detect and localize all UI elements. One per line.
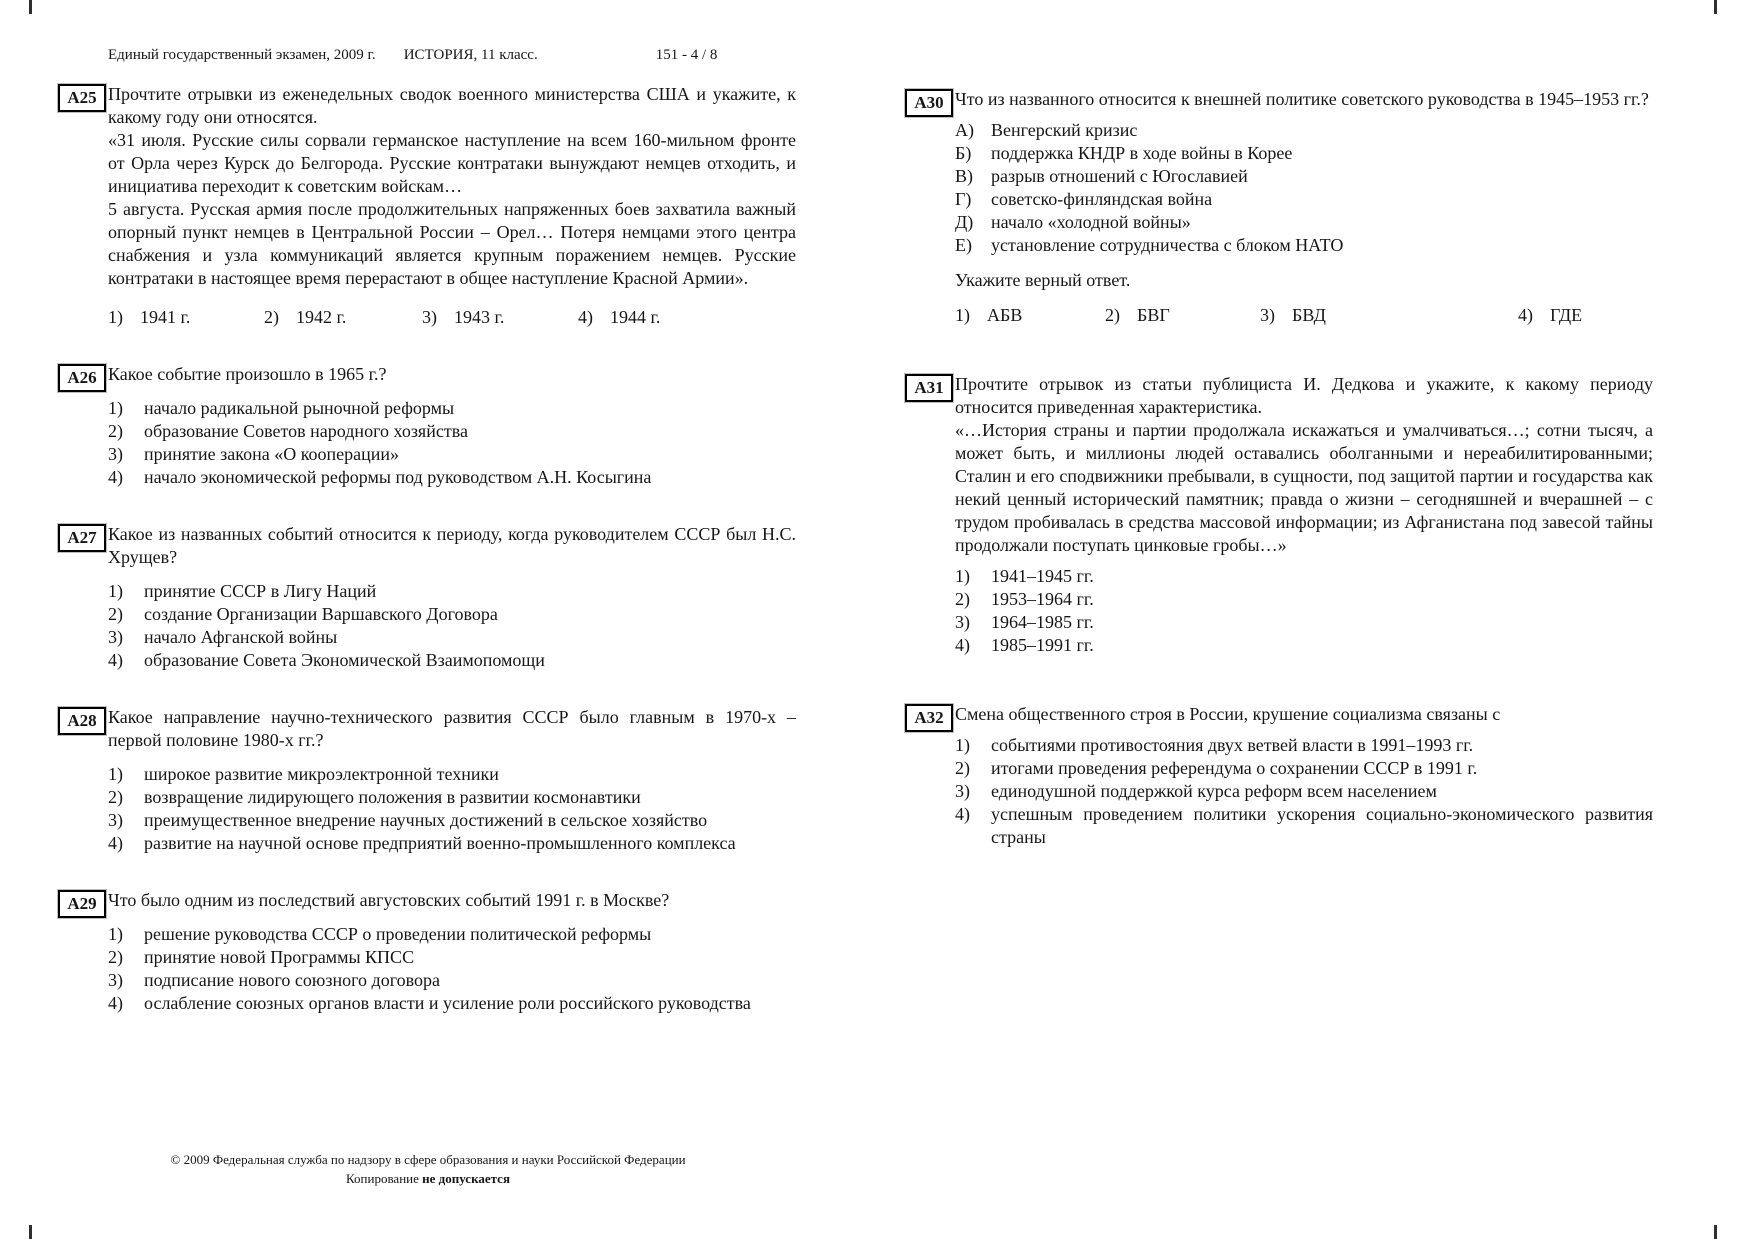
option-item bbox=[955, 119, 1653, 142]
option-item bbox=[108, 946, 796, 969]
option-text: событиями противостояния двух ветвей власти в 1991–1993 гг. bbox=[991, 735, 1474, 755]
option-text: ГДЕ bbox=[1550, 305, 1583, 325]
option-number: 1) bbox=[108, 581, 123, 601]
option-number: 2) bbox=[108, 604, 123, 624]
option-number: Е) bbox=[955, 235, 972, 255]
option-number: 2) bbox=[955, 589, 970, 609]
option-item bbox=[108, 420, 796, 443]
options-list bbox=[108, 580, 796, 672]
copy-notice-bold: не допускается bbox=[422, 1171, 510, 1186]
left-questions-container bbox=[58, 83, 798, 1015]
question-badge: А25 bbox=[58, 84, 106, 112]
option-number: 3) bbox=[108, 970, 123, 990]
copy-notice-prefix: Копирование bbox=[346, 1171, 423, 1186]
option-number: 2) bbox=[108, 421, 123, 441]
option-text: подписание нового союзного договора bbox=[144, 970, 441, 990]
question-body bbox=[108, 363, 798, 489]
question-stem: Какое направление научно-технического развития СССР было главным в 1970-х – первой половине 1980-х гг.? bbox=[108, 707, 796, 750]
option-number: 3) bbox=[108, 810, 123, 830]
option-text: ослабление союзных органов власти и усиление роли российского руководства bbox=[144, 993, 751, 1013]
question-body bbox=[955, 88, 1655, 327]
option-number: Г) bbox=[955, 189, 972, 209]
option-text: советско-финляндская война bbox=[991, 189, 1213, 209]
option-text: итогами проведения референдума о сохранении СССР в 1991 г. bbox=[991, 758, 1478, 778]
option-number: 1) bbox=[955, 735, 970, 755]
question-body bbox=[108, 889, 798, 1015]
option-item bbox=[1260, 304, 1518, 327]
option-item bbox=[108, 306, 264, 329]
question-paragraph: 5 августа. Русская армия после продолжительных напряженных боев захватила важный опорный пункт немцев в Центральной России – Орел… Потеря немцами этого центра снабжения и узла коммуникаций является крупным поражением немцев. Русские контратаки в настоящее время перерастают в общее наступление Красной Армии». bbox=[108, 199, 796, 288]
option-number: А) bbox=[955, 120, 974, 140]
option-item bbox=[108, 443, 796, 466]
question-badge: А31 bbox=[905, 374, 953, 402]
right-column bbox=[905, 88, 1655, 895]
option-number: 2) bbox=[108, 947, 123, 967]
option-item bbox=[1518, 304, 1653, 327]
option-number: 3) bbox=[955, 781, 970, 801]
crop-mark-bottom-right bbox=[1714, 1225, 1717, 1239]
question-stem: Смена общественного строя в России, крушение социализма связаны с bbox=[955, 704, 1501, 724]
option-number: В) bbox=[955, 166, 973, 186]
option-text: 1944 г. bbox=[610, 307, 661, 327]
option-item bbox=[108, 763, 796, 786]
option-text: единодушной поддержкой курса реформ всем населением bbox=[991, 781, 1437, 801]
option-number: 3) bbox=[1260, 305, 1275, 325]
option-item bbox=[1105, 304, 1260, 327]
question-stem: Какое событие произошло в 1965 г.? bbox=[108, 364, 387, 384]
option-item bbox=[108, 626, 796, 649]
option-number: 4) bbox=[108, 650, 123, 670]
option-text: успешным проведением политики ускорения социально-экономического развития страны bbox=[991, 804, 1653, 847]
option-text: развитие на научной основе предприятий военно-промышленного комплекса bbox=[144, 833, 736, 853]
question-A28 bbox=[58, 706, 798, 855]
question-body bbox=[955, 373, 1655, 657]
question-badge: А29 bbox=[58, 890, 106, 918]
question-A27 bbox=[58, 523, 798, 672]
option-item bbox=[578, 306, 796, 329]
option-item bbox=[955, 634, 1653, 657]
question-body bbox=[955, 703, 1655, 849]
question-body bbox=[108, 83, 798, 329]
question-A25 bbox=[58, 83, 798, 329]
option-text: преимущественное внедрение научных достижений в сельское хозяйство bbox=[144, 810, 708, 830]
option-number: 1) bbox=[108, 307, 123, 327]
question-body bbox=[108, 523, 798, 672]
question-A31 bbox=[905, 373, 1655, 657]
option-number: 4) bbox=[1518, 305, 1533, 325]
left-column bbox=[58, 46, 798, 1049]
option-text: возвращение лидирующего положения в развитии космонавтики bbox=[144, 787, 641, 807]
option-text: АБВ bbox=[987, 305, 1023, 325]
option-item bbox=[955, 142, 1653, 165]
question-A26 bbox=[58, 363, 798, 489]
option-text: начало экономической реформы под руководством А.Н. Косыгина bbox=[144, 467, 652, 487]
options-list bbox=[955, 565, 1653, 657]
option-text: 1964–1985 гг. bbox=[991, 612, 1094, 632]
crop-mark-bottom-left bbox=[29, 1225, 32, 1239]
exam-title: Единый государственный экзамен, 2009 г. bbox=[108, 47, 376, 63]
option-text: БВД bbox=[1292, 305, 1326, 325]
option-text: 1941–1945 гг. bbox=[991, 566, 1094, 586]
option-number: 4) bbox=[955, 804, 970, 824]
options-list bbox=[955, 119, 1653, 257]
option-text: 1985–1991 гг. bbox=[991, 635, 1094, 655]
option-number: 4) bbox=[108, 993, 123, 1013]
option-item bbox=[108, 580, 796, 603]
copyright-line: © 2009 Федеральная служба по надзору в сфере образования и науки Российской Федерации bbox=[170, 1152, 686, 1167]
option-text: образование Совета Экономической Взаимопомощи bbox=[144, 650, 545, 670]
option-number: 4) bbox=[108, 833, 123, 853]
options-list bbox=[955, 734, 1653, 849]
option-number: 1) bbox=[955, 305, 970, 325]
option-number: Б) bbox=[955, 143, 972, 163]
question-paragraph: «…История страны и партии продолжала искажаться и умалчиваться…; сотни тысяч, а может быть, и миллионы людей оставались оболганными и нереабилитированными; Сталин и его сподвижники пребывали, в сущности, под защитой партии и государства как некий ценный исторический памятник; правда о жизни – сегодняшней и вчерашней – с трудом пробивалась в средства массовой информации; из Афганистана под завесой тайны продолжали поступать цинковые гробы…» bbox=[955, 420, 1653, 555]
option-text: принятие СССР в Лигу Наций bbox=[144, 581, 377, 601]
option-number: 4) bbox=[955, 635, 970, 655]
question-paragraph: «31 июля. Русские силы сорвали германское наступление на всем 160-мильном фронте от Орла через Курск до Белгорода. Русские контратаки вынуждают немцев отходить, и инициатива переходит к советским войскам… bbox=[108, 130, 796, 196]
option-item bbox=[108, 832, 796, 855]
option-item bbox=[955, 165, 1653, 188]
option-number: 1) bbox=[955, 566, 970, 586]
option-number: 4) bbox=[578, 307, 593, 327]
page-number: 151 - 4 / 8 bbox=[655, 47, 718, 63]
option-item bbox=[108, 969, 796, 992]
option-number: 2) bbox=[1105, 305, 1120, 325]
option-item bbox=[955, 234, 1653, 257]
option-text: 1941 г. bbox=[140, 307, 191, 327]
question-body bbox=[108, 706, 798, 855]
option-number: 3) bbox=[422, 307, 437, 327]
option-text: 1953–1964 гг. bbox=[991, 589, 1094, 609]
option-item bbox=[108, 397, 796, 420]
option-number: 1) bbox=[108, 924, 123, 944]
option-item bbox=[422, 306, 578, 329]
option-text: 1943 г. bbox=[454, 307, 505, 327]
option-item bbox=[108, 649, 796, 672]
option-item bbox=[955, 304, 1105, 327]
option-item bbox=[108, 603, 796, 626]
option-item bbox=[108, 809, 796, 832]
option-item bbox=[108, 992, 796, 1015]
option-text: разрыв отношений с Югославией bbox=[991, 166, 1248, 186]
option-item bbox=[955, 757, 1653, 780]
question-A29 bbox=[58, 889, 798, 1015]
option-text: БВГ bbox=[1137, 305, 1170, 325]
question-A30 bbox=[905, 88, 1655, 327]
option-item bbox=[264, 306, 422, 329]
question-badge: А28 bbox=[58, 707, 106, 735]
right-questions-container bbox=[905, 88, 1655, 849]
question-stem: Что из названного относится к внешней политике советского руководства в 1945–1953 гг.? bbox=[955, 89, 1649, 109]
option-number: 2) bbox=[108, 787, 123, 807]
copy-notice bbox=[58, 1169, 798, 1188]
question-stem: Какое из названных событий относится к периоду, когда руководителем СССР был Н.С. Хрущев? bbox=[108, 524, 796, 567]
option-number: 2) bbox=[955, 758, 970, 778]
question-stem: Что было одним из последствий августовских событий 1991 г. в Москве? bbox=[108, 890, 670, 910]
options-list bbox=[108, 923, 796, 1015]
option-number: 1) bbox=[108, 398, 123, 418]
question-badge: А30 bbox=[905, 89, 953, 117]
answer-options-row bbox=[108, 306, 796, 329]
options-list bbox=[108, 397, 796, 489]
question-badge: А26 bbox=[58, 364, 106, 392]
subject-title: ИСТОРИЯ, 11 класс. bbox=[403, 47, 538, 63]
instruction-text: Укажите верный ответ. bbox=[955, 270, 1131, 290]
option-text: 1942 г. bbox=[296, 307, 347, 327]
option-text: широкое развитие микроэлектронной техники bbox=[144, 764, 499, 784]
question-stem: Прочтите отрывок из статьи публициста И. Дедкова и укажите, к какому периоду относится приведенная характеристика. bbox=[955, 374, 1653, 417]
option-number: 2) bbox=[264, 307, 279, 327]
option-item bbox=[955, 188, 1653, 211]
option-number: 3) bbox=[955, 612, 970, 632]
option-text: поддержка КНДР в ходе войны в Корее bbox=[991, 143, 1293, 163]
option-item bbox=[955, 588, 1653, 611]
option-item bbox=[955, 565, 1653, 588]
option-item bbox=[108, 786, 796, 809]
page-header bbox=[108, 46, 798, 64]
option-text: создание Организации Варшавского Договора bbox=[144, 604, 498, 624]
option-text: решение руководства СССР о проведении политической реформы bbox=[144, 924, 652, 944]
option-number: 3) bbox=[108, 627, 123, 647]
option-item bbox=[108, 466, 796, 489]
option-text: Венгерский кризис bbox=[991, 120, 1138, 140]
option-text: начало «холодной войны» bbox=[991, 212, 1191, 232]
options-list bbox=[108, 763, 796, 855]
option-text: принятие новой Программы КПСС bbox=[144, 947, 415, 967]
question-A32 bbox=[905, 703, 1655, 849]
option-text: начало Афганской войны bbox=[144, 627, 338, 647]
option-item bbox=[955, 734, 1653, 757]
page-footer bbox=[58, 1150, 798, 1188]
crop-mark-top-right bbox=[1714, 0, 1717, 14]
option-text: установление сотрудничества с блоком НАТО bbox=[991, 235, 1344, 255]
option-text: принятие закона «О кооперации» bbox=[144, 444, 400, 464]
crop-mark-top-left bbox=[29, 0, 32, 14]
option-item bbox=[955, 780, 1653, 803]
option-number: 1) bbox=[108, 764, 123, 784]
option-number: 4) bbox=[108, 467, 123, 487]
option-item bbox=[955, 611, 1653, 634]
option-number: 3) bbox=[108, 444, 123, 464]
question-badge: А27 bbox=[58, 524, 106, 552]
question-badge: А32 bbox=[905, 704, 953, 732]
question-stem: Прочтите отрывки из еженедельных сводок военного министерства США и укажите, к какому году они относятся. bbox=[108, 84, 796, 127]
option-number: Д) bbox=[955, 212, 974, 232]
option-text: начало радикальной рыночной реформы bbox=[144, 398, 455, 418]
option-text: образование Советов народного хозяйства bbox=[144, 421, 468, 441]
option-item bbox=[108, 923, 796, 946]
option-item bbox=[955, 211, 1653, 234]
option-item bbox=[955, 803, 1653, 849]
answer-options-row bbox=[955, 304, 1653, 327]
